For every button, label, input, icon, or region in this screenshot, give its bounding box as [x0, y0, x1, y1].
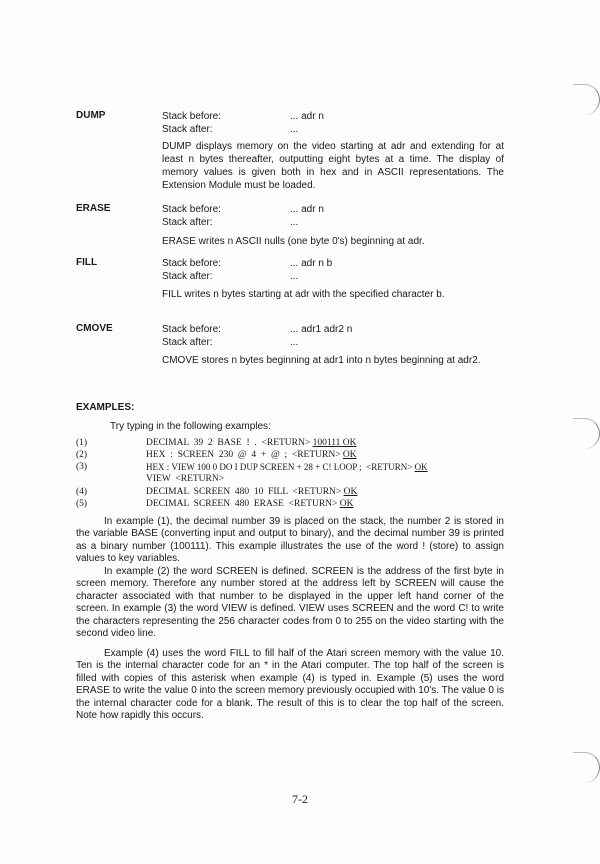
- erase-description: ERASE writes n ASCII nulls (one byte 0's) beginning at adr.: [162, 236, 425, 247]
- example-code: DECIMAL SCREEN 480 ERASE <RETURN> OK: [146, 499, 354, 509]
- stack-before-label: Stack before:: [162, 204, 221, 215]
- paragraph-example-2-3: In example (2) the word SCREEN is defined. SCREEN is the address of the first byte in screen memory. Therefore any number stored at the address left by SCREEN will cause the character associated with that number to be displayed in the upper left hand corner of the screen. In example (3) the word VIEW is defined. VIEW uses SCREEN and the word C! to write the characters representing the 256 character codes from 0 to 255 on the video starting with the second video line.: [76, 566, 504, 640]
- word-cmove: CMOVE: [76, 323, 113, 334]
- stack-after-label: Stack after:: [162, 337, 213, 348]
- example-code: DECIMAL SCREEN 480 10 FILL <RETURN> OK: [146, 487, 358, 497]
- stack-after-value: ...: [290, 271, 299, 282]
- stack-before-value: ... adr n: [290, 111, 324, 122]
- stack-after-value: ...: [290, 217, 299, 228]
- stack-before-label: Stack before:: [162, 324, 221, 335]
- stack-after-value: ...: [290, 337, 299, 348]
- stack-before-label: Stack before:: [162, 258, 221, 269]
- paragraph-example-1: In example (1), the decimal number 39 is placed on the stack, the number 2 is stored in the variable BASE (converting input and output to binary), and the decimal number 39 is printed as a binary number (100111). This example illustrates the use of the word ! (store) to assign values to key variables.: [76, 516, 504, 565]
- paragraph-example-4-5: Example (4) uses the word FILL to fill half of the Atari screen memory with the value 10. Ten is the internal character code for an * in the Atari computer. The top half of the screen is filled with copies of this asterisk when example (4) is typed in. Example (5) uses the word ERASE to write the value 0 into the screen memory previously occupied with 10's. The value 0 is the internal character code for a blank. The result of this is to clear the top half of the screen. Note how rapidly this occurs.: [76, 648, 504, 722]
- stack-before-value: ... adr1 adr2 n: [290, 324, 353, 335]
- word-dump: DUMP: [76, 110, 106, 121]
- example-code: DECIMAL 39 2 BASE ! . <RETURN> 100111 OK: [146, 438, 357, 448]
- example-code: HEX : SCREEN 230 @ 4 + @ ; <RETURN> OK: [146, 450, 357, 460]
- examples-heading: EXAMPLES:: [76, 402, 135, 413]
- binder-hole: [573, 418, 600, 449]
- stack-after-value: ...: [290, 124, 299, 135]
- example-number: (5): [76, 499, 88, 509]
- word-fill: FILL: [76, 257, 98, 268]
- cmove-description: CMOVE stores n bytes beginning at adr1 into n bytes beginning at adr2.: [162, 355, 481, 366]
- stack-after-label: Stack after:: [162, 217, 213, 228]
- stack-before-label: Stack before:: [162, 111, 221, 122]
- example-ok: OK: [343, 487, 358, 497]
- example-ok: OK: [342, 450, 357, 460]
- stack-before-value: ... adr n b: [290, 258, 333, 269]
- examples-intro: Try typing in the following examples:: [110, 421, 271, 432]
- example-ok: 100111 OK: [312, 438, 357, 448]
- example-number: (1): [76, 438, 88, 448]
- example-number: (2): [76, 450, 88, 460]
- page-number: 7-2: [292, 792, 308, 806]
- stack-after-label: Stack after:: [162, 124, 213, 135]
- fill-description: FILL writes n bytes starting at adr with the specified character b.: [162, 289, 445, 300]
- example-ok: OK: [339, 499, 354, 509]
- example-number: (4): [76, 487, 88, 497]
- example-number: (3): [76, 462, 88, 472]
- example-code: HEX : VIEW 100 0 DO I DUP SCREEN + 28 + C! LOOP ; <RETURN> OK: [146, 462, 428, 472]
- binder-hole: [573, 84, 600, 115]
- binder-hole: [573, 752, 600, 783]
- dump-description: DUMP displays memory on the video starting at adr and extending for at least n bytes thereafter, outputting eight bytes at a time. The display of memory values is given both in hex and in ASCII representations. The Extension Module must be loaded.: [162, 141, 504, 191]
- word-erase: ERASE: [76, 203, 111, 214]
- stack-after-label: Stack after:: [162, 271, 213, 282]
- example-code-continuation: VIEW <RETURN>: [146, 474, 225, 484]
- example-ok: OK: [414, 462, 428, 472]
- stack-before-value: ... adr n: [290, 204, 324, 215]
